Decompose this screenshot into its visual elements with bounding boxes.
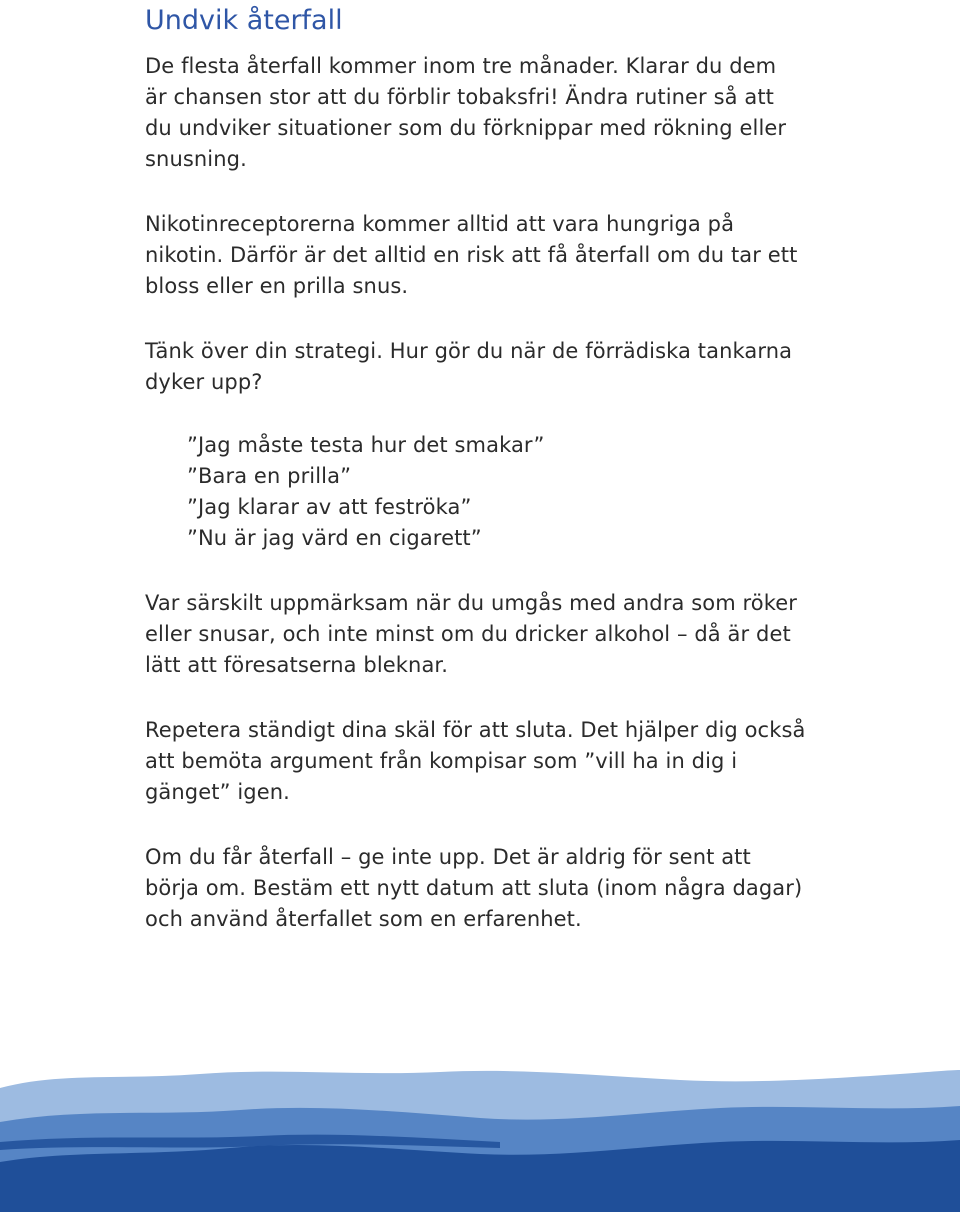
text-line: Repetera ständigt dina skäl för att sluta. Det hjälper dig också (145, 718, 806, 742)
quote-item: ”Bara en prilla” (187, 464, 352, 488)
paragraph-strategy (145, 336, 792, 398)
text-line: Nikotinreceptorerna kommer alltid att vara hungriga på (145, 212, 735, 236)
text-line: De flesta återfall kommer inom tre månader. Klarar du dem (145, 54, 777, 78)
text-line: Var särskilt uppmärksam när du umgås med andra som röker (145, 591, 798, 615)
quote-item: ”Jag måste testa hur det smakar” (187, 433, 545, 457)
quote-item: ”Nu är jag värd en cigarett” (187, 526, 482, 550)
wave-decoration (0, 1050, 960, 1212)
text-line: Tänk över din strategi. Hur gör du när de förrädiska tankarna (145, 339, 793, 363)
text-line: gänget” igen. (145, 780, 290, 804)
text-line: du undviker situationer som du förknippar med rökning eller (145, 116, 787, 140)
quote-list (187, 430, 545, 554)
text-line: nikotin. Därför är det alltid en risk att få återfall om du tar ett (145, 243, 798, 267)
text-line: snusning. (145, 147, 247, 171)
text-line: är chansen stor att du förblir tobaksfri! Ändra rutiner så att (145, 85, 774, 109)
text-line: Om du får återfall – ge inte upp. Det är aldrig för sent att (145, 845, 751, 869)
quote-item: ”Jag klarar av att feströka” (187, 495, 472, 519)
text-line: att bemöta argument från kompisar som ”vill ha in dig i (145, 749, 738, 773)
text-line: eller snusar, och inte minst om du dricker alkohol – då är det (145, 622, 791, 646)
paragraph-relapse-timing (145, 51, 786, 175)
text-line: bloss eller en prilla snus. (145, 274, 409, 298)
text-line: dyker upp? (145, 370, 263, 394)
paragraph-start-over (145, 842, 802, 935)
paragraph-nicotine-receptors (145, 209, 797, 302)
text-line: lätt att föresatserna bleknar. (145, 653, 449, 677)
text-line: och använd återfallet som en erfarenhet. (145, 907, 582, 931)
paragraph-repeat-reasons (145, 715, 805, 808)
text-line: börja om. Bestäm ett nytt datum att sluta (inom några dagar) (145, 876, 803, 900)
paragraph-social-situations (145, 588, 797, 681)
page-title: Undvik återfall (145, 5, 343, 36)
